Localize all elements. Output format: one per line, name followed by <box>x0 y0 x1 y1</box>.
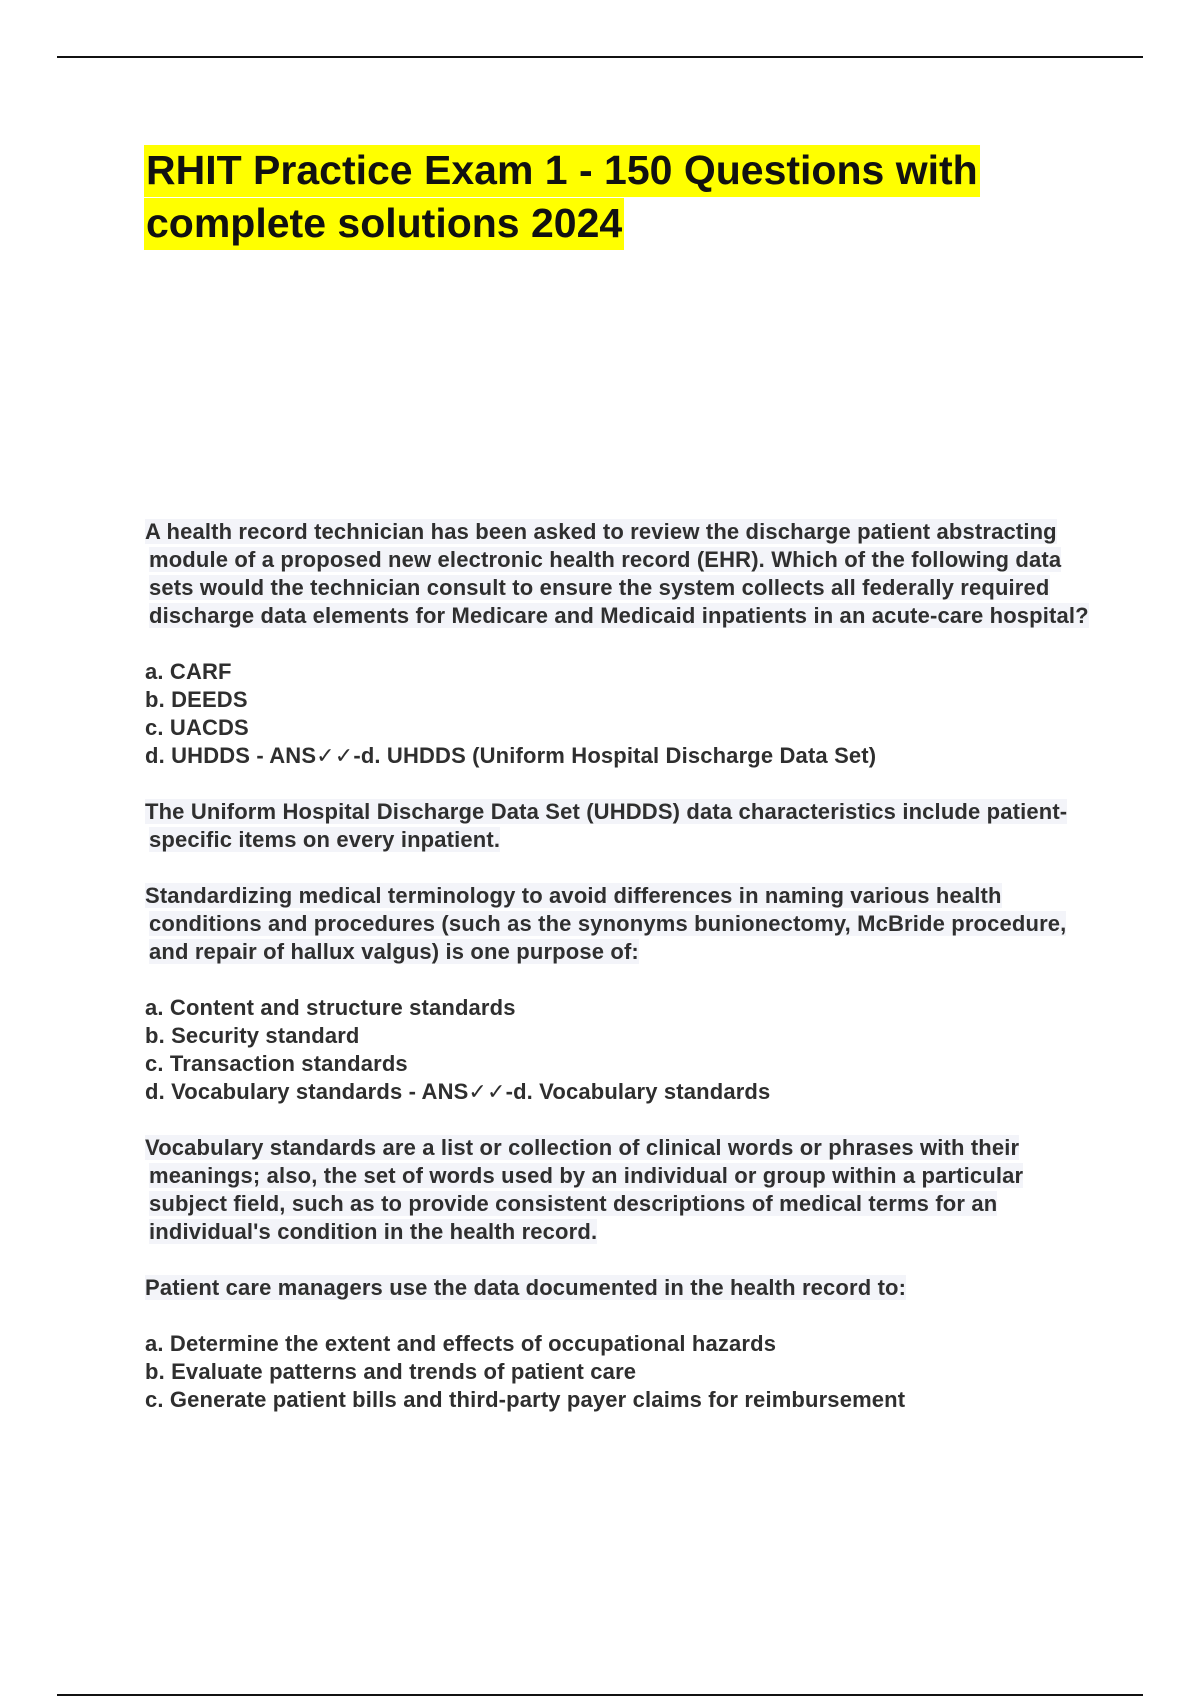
bottom-rule <box>57 1694 1143 1696</box>
explanation-text <box>145 1134 1095 1246</box>
top-rule <box>57 56 1143 58</box>
question-text <box>145 518 1095 630</box>
answer-options <box>145 1330 1095 1414</box>
question-2-text: Standardizing medical terminology to avoid differences in naming various health conditions and procedures (such as the synonyms bunionectomy, McBride procedure, and repair of hallux valgus) is one purpose of: <box>145 883 1067 964</box>
question-text <box>145 882 1095 966</box>
option: a. Determine the extent and effects of occupational hazards <box>145 1331 777 1356</box>
option: b. Security standard <box>145 1023 360 1048</box>
explanation-1-text: The Uniform Hospital Discharge Data Set (UHDDS) data characteristics include patient-specific items on every inpatient. <box>145 799 1068 852</box>
answer-options <box>145 994 1095 1106</box>
option-with-answer: d. Vocabulary standards - ANS✓✓-d. Vocabulary standards <box>145 1079 771 1104</box>
document-title <box>144 144 1104 250</box>
option: a. CARF <box>145 659 232 684</box>
question-1-text: A health record technician has been asked to review the discharge patient abstracting module of a proposed new electronic health record (EHR). Which of the following data sets would the technician consult to ensure the system collects all federally required discharge data elements for Medicare and Medicaid inpatients in an acute-care hospital? <box>145 519 1089 628</box>
option: a. Content and structure standards <box>145 995 516 1020</box>
option: c. Generate patient bills and third-party payer claims for reimbursement <box>145 1387 906 1412</box>
option: c. UACDS <box>145 715 249 740</box>
question-list <box>145 518 1095 1442</box>
answer-options <box>145 658 1095 770</box>
option: b. Evaluate patterns and trends of patient care <box>145 1359 637 1384</box>
option-with-answer: d. UHDDS - ANS✓✓-d. UHDDS (Uniform Hospital Discharge Data Set) <box>145 743 877 768</box>
explanation-2-text: Vocabulary standards are a list or collection of clinical words or phrases with their meanings; also, the set of words used by an individual or group within a particular subject field, such as to provide consistent descriptions of medical terms for an individual's condition in the health record. <box>145 1135 1024 1244</box>
document-title-text: RHIT Practice Exam 1 - 150 Questions with complete solutions 2024 <box>144 145 980 250</box>
explanation-text <box>145 798 1095 854</box>
question-3-text: Patient care managers use the data documented in the health record to: <box>145 1275 907 1300</box>
question-text <box>145 1274 1095 1302</box>
option: c. Transaction standards <box>145 1051 408 1076</box>
option: b. DEEDS <box>145 687 248 712</box>
